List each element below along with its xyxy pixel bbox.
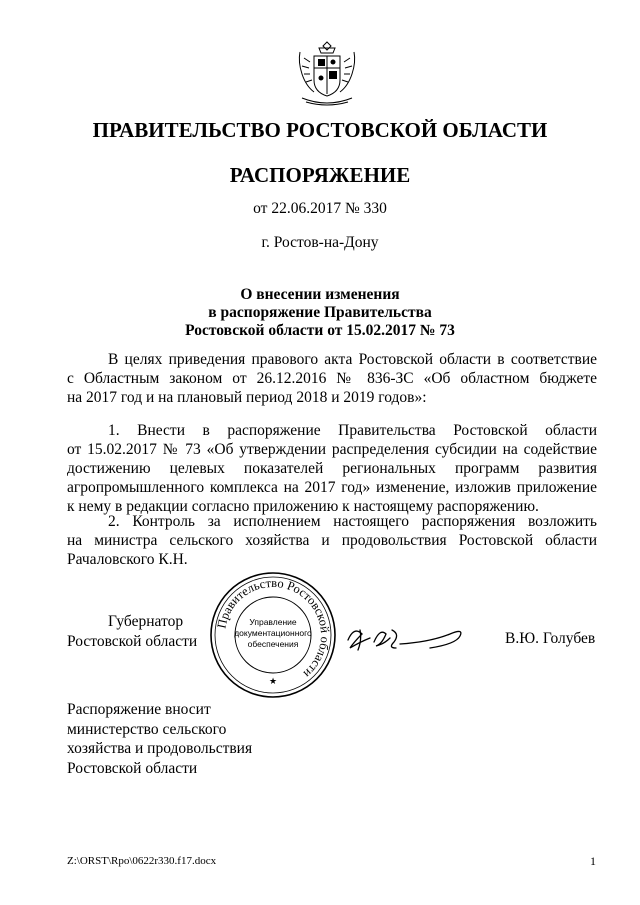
paragraph-line: достижению целевых показателей региональных программ развития bbox=[67, 460, 597, 477]
item-2-paragraph bbox=[67, 512, 597, 569]
document-type-title: РАСПОРЯЖЕНИЕ bbox=[229, 163, 411, 187]
document-date-number: от 22.06.2017 № 330 bbox=[253, 200, 387, 217]
submitted-by-note bbox=[67, 700, 252, 778]
note-line: хозяйства и продовольствия bbox=[67, 740, 253, 757]
item-1-paragraph bbox=[67, 421, 597, 516]
organization-title: ПРАВИТЕЛЬСТВО РОСТОВСКОЙ ОБЛАСТИ bbox=[92, 118, 548, 142]
coat-of-arms-emblem bbox=[292, 38, 362, 110]
paragraph-line: Рачаловского К.Н. bbox=[67, 551, 188, 568]
note-line: Распоряжение вносит bbox=[67, 701, 211, 718]
paragraph-line: агропромышленного комплекса на 2017 год» изменение, изложив приложение bbox=[67, 479, 597, 496]
note-line: Ростовской области bbox=[67, 759, 198, 777]
stamp-star-icon: ★ bbox=[268, 676, 278, 686]
paragraph-line: В целях приведения правового акта Ростовской области в соответствие bbox=[108, 351, 597, 368]
handwritten-signature bbox=[340, 618, 480, 658]
preamble-paragraph bbox=[67, 350, 597, 407]
stamp-inner-line: обеспечения bbox=[247, 639, 299, 649]
subject-line: Ростовской области от 15.02.2017 № 73 bbox=[185, 322, 455, 339]
stamp-inner-line: Управление bbox=[249, 617, 297, 627]
stamp-outer-text: Правительство Ростовской области bbox=[214, 575, 333, 681]
subject-line: О внесении изменения bbox=[240, 286, 400, 303]
page-number: 1 bbox=[590, 854, 596, 868]
paragraph-line: с Областным законом от 26.12.2016 № 836-ЗС «Об областном бюджете bbox=[67, 370, 597, 387]
stamp-inner-line: документационного bbox=[234, 628, 312, 638]
position-line: Губернатор bbox=[108, 613, 184, 630]
paragraph-line: к нему в редакции согласно приложению к настоящему распоряжению. bbox=[67, 498, 539, 515]
paragraph-line: на 2017 год и на плановый период 2018 и 2019 годов»: bbox=[67, 389, 427, 406]
paragraph-line: от 15.02.2017 № 73 «Об утверждении распределения субсидии на содействие bbox=[67, 441, 597, 458]
document-city: г. Ростов-на-Дону bbox=[261, 234, 379, 251]
signatory-position bbox=[67, 612, 197, 652]
official-stamp bbox=[208, 570, 338, 700]
paragraph-line: 2. Контроль за исполнением настоящего распоряжения возложить bbox=[108, 513, 597, 530]
paragraph-line: 1. Внести в распоряжение Правительства Ростовской области bbox=[108, 422, 597, 439]
note-line: министерство сельского bbox=[67, 720, 227, 738]
position-line: Ростовской области bbox=[67, 633, 198, 650]
document-subject bbox=[0, 286, 640, 340]
paragraph-line: на министра сельского хозяйства и продовольствия Ростовской области bbox=[67, 532, 597, 549]
subject-line: в распоряжение Правительства bbox=[208, 304, 432, 321]
signer-name: В.Ю. Голубев bbox=[505, 630, 596, 647]
file-path: Z:\ORST\Rpo\0622r330.f17.docx bbox=[67, 855, 217, 867]
